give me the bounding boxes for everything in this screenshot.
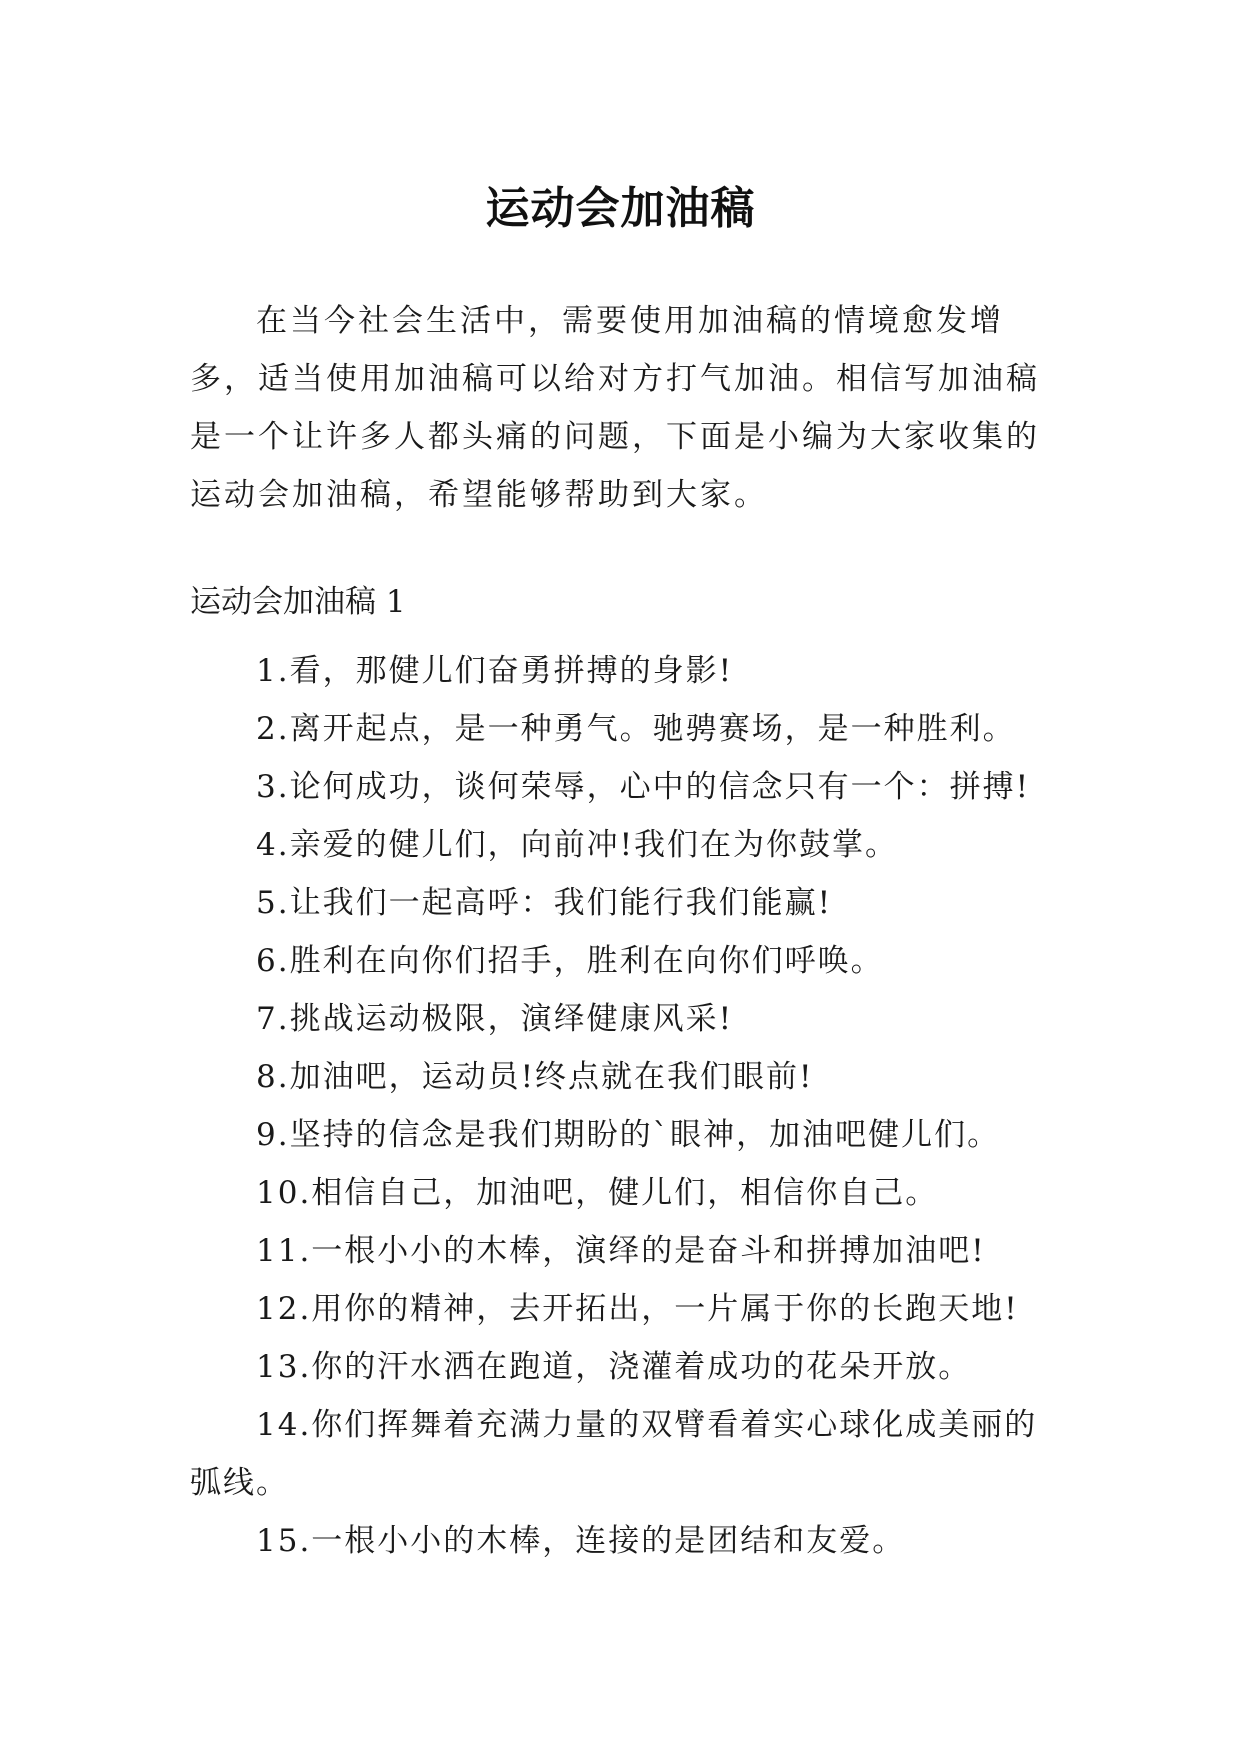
slogan-list xyxy=(190,642,1070,1570)
list-item: 9.坚持的信念是我们期盼的`眼神，加油吧健儿们。 xyxy=(256,1117,1001,1153)
list-item: 5.让我们一起高呼：我们能行我们能赢! xyxy=(256,885,833,921)
list-item: 8.加油吧，运动员!终点就在我们眼前! xyxy=(256,1059,814,1095)
list-item: 10.相信自己，加油吧，健儿们，相信你自己。 xyxy=(256,1175,939,1211)
list-item: 1.看，那健儿们奋勇拼搏的身影! xyxy=(256,653,734,689)
list-item: 12.用你的精神，去开拓出，一片属于你的长跑天地! xyxy=(256,1291,1019,1327)
page-title: 运动会加油稿 xyxy=(485,183,756,235)
list-item: 2.离开起点，是一种勇气。驰骋赛场，是一种胜利。 xyxy=(256,711,1016,747)
list-item: 15.一根小小的木棒，连接的是团结和友爱。 xyxy=(256,1523,906,1559)
list-item: 14.你们挥舞着充满力量的双臂看着实心球化成美丽的弧线。 xyxy=(190,1407,1038,1501)
list-item: 11.一根小小的木棒，演绎的是奋斗和拼搏加油吧! xyxy=(256,1233,986,1269)
list-item: 13.你的汗水洒在跑道，浇灌着成功的花朵开放。 xyxy=(256,1349,972,1385)
list-item: 6.胜利在向你们招手，胜利在向你们呼唤。 xyxy=(256,943,884,979)
list-item: 4.亲爱的健儿们，向前冲!我们在为你鼓掌。 xyxy=(256,827,899,863)
section-heading: 运动会加油稿 1 xyxy=(190,584,406,620)
intro-paragraph: 在当今社会生活中，需要使用加油稿的情境愈发增多，适当使用加油稿可以给对方打气加油。相信写加油稿是一个让许多人都头痛的问题，下面是小编为大家收集的运动会加油稿，希望能够帮助到大家。 xyxy=(190,303,1040,513)
list-item: 7.挑战运动极限，演绎健康风采! xyxy=(256,1001,734,1037)
list-item: 3.论何成功，谈何荣辱，心中的信念只有一个：拼搏! xyxy=(256,769,1031,805)
